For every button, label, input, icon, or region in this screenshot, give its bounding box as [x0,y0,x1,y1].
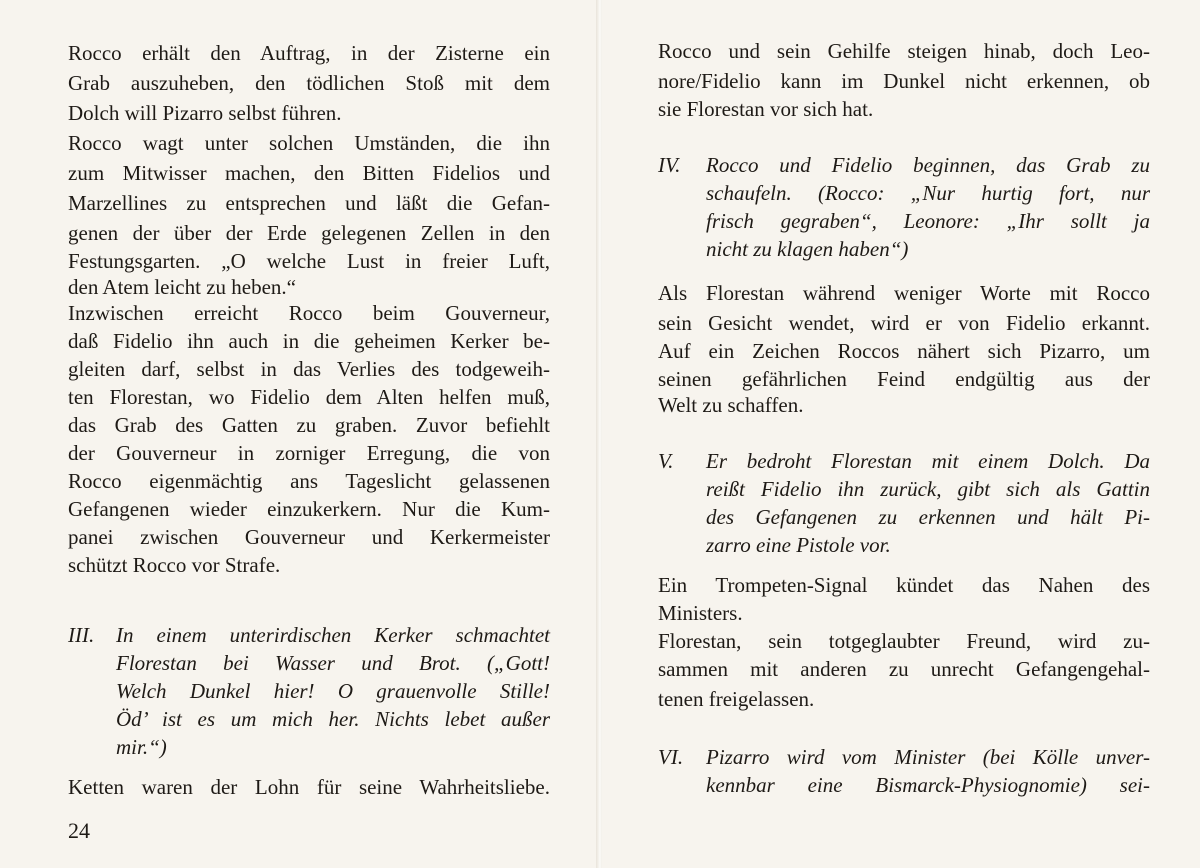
scene-line: Rocco und Fidelio beginnen, das Grab zu [706,153,1150,177]
scene-line: nicht zu klagen haben“) [706,237,909,261]
text-line: Gefangenen wieder einzukerkern. Nur die Kum- [68,497,550,521]
scene-line: In einem unterirdischen Kerker schmachtet [116,623,550,647]
scene-line: Florestan bei Wasser und Brot. („Gott! [116,651,550,675]
text-line: genen der über der Erde gelegenen Zellen in den [68,221,550,245]
text-line: Ketten waren der Lohn für seine Wahrheitsliebe. [68,775,550,799]
text-line: der Gouverneur in zorniger Erregung, die von [68,441,550,465]
text-line: ten Florestan, wo Fidelio dem Alten helfen muß, [68,385,550,409]
scene-line: reißt Fidelio ihn zurück, gibt sich als Gattin [706,477,1150,501]
left-page [0,0,598,868]
text-line: Rocco wagt unter solchen Umständen, die ihn [68,131,550,155]
text-line: Florestan, sein totgeglaubter Freund, wird zu- [658,629,1150,653]
scene-line: Welch Dunkel hier! O grauenvolle Stille! [116,679,550,703]
scene-line: zarro eine Pistole vor. [706,533,891,557]
text-line: zum Mitwisser machen, den Bitten Fidelios und [68,161,550,185]
scene-line: kennbar eine Bismarck-Physiognomie) sei- [706,773,1150,797]
scene-line: mir.“) [116,735,167,759]
scene-line: Pizarro wird vom Minister (bei Kölle unver- [706,745,1150,769]
scene-numeral: VI. [658,745,684,769]
text-line: Auf ein Zeichen Roccos nähert sich Pizarro, um [658,339,1150,363]
scene-line: Öd’ ist es um mich her. Nichts lebet außer [116,707,550,731]
text-line: Grab auszuheben, den tödlichen Stoß mit dem [68,71,550,95]
scene-numeral: IV. [658,153,681,177]
text-line: Welt zu schaffen. [658,393,804,417]
scene-line: schaufeln. (Rocco: „Nur hurtig fort, nur [706,181,1150,205]
text-line: Rocco erhält den Auftrag, in der Zisterne ein [68,41,550,65]
text-line: Ein Trompeten-Signal kündet das Nahen des [658,573,1150,597]
text-line: daß Fidelio ihn auch in die geheimen Kerker be- [68,329,550,353]
scene-line: Er bedroht Florestan mit einem Dolch. Da [706,449,1150,473]
text-line: seinen gefährlichen Feind endgültig aus der [658,367,1150,391]
scene-line: des Gefangenen zu erkennen und hält Pi- [706,505,1150,529]
scene-numeral: III. [68,623,95,647]
text-line: panei zwischen Gouverneur und Kerkermeister [68,525,550,549]
scene-numeral: V. [658,449,674,473]
right-page [602,0,1200,868]
text-line: sammen mit anderen zu unrecht Gefangengehal- [658,657,1150,681]
text-line: nore/Fidelio kann im Dunkel nicht erkennen, ob [658,69,1150,93]
text-line: Als Florestan während weniger Worte mit Rocco [658,281,1150,305]
text-line: tenen freigelassen. [658,687,815,711]
text-line: schützt Rocco vor Strafe. [68,553,281,577]
text-line: den Atem leicht zu heben.“ [68,275,296,299]
text-line: Ministers. [658,601,743,625]
text-line: gleiten darf, selbst in das Verlies des todgeweih- [68,357,550,381]
text-line: Inzwischen erreicht Rocco beim Gouverneur, [68,301,550,325]
text-line: Rocco eigenmächtig ans Tageslicht gelassenen [68,469,550,493]
text-line: Marzellines zu entsprechen und läßt die Gefan- [68,191,550,215]
page-number: 24 [68,818,90,843]
text-line: Rocco und sein Gehilfe steigen hinab, doch Leo- [658,39,1150,63]
scene-line: frisch gegraben“, Leonore: „Ihr sollt ja [706,209,1150,233]
text-line: Festungsgarten. „O welche Lust in freier Luft, [68,249,550,273]
text-line: das Grab des Gatten zu graben. Zuvor befiehlt [68,413,550,437]
text-line: sie Florestan vor sich hat. [658,97,874,121]
text-line: Dolch will Pizarro selbst führen. [68,101,342,125]
text-line: sein Gesicht wendet, wird er von Fidelio erkannt. [658,311,1150,335]
